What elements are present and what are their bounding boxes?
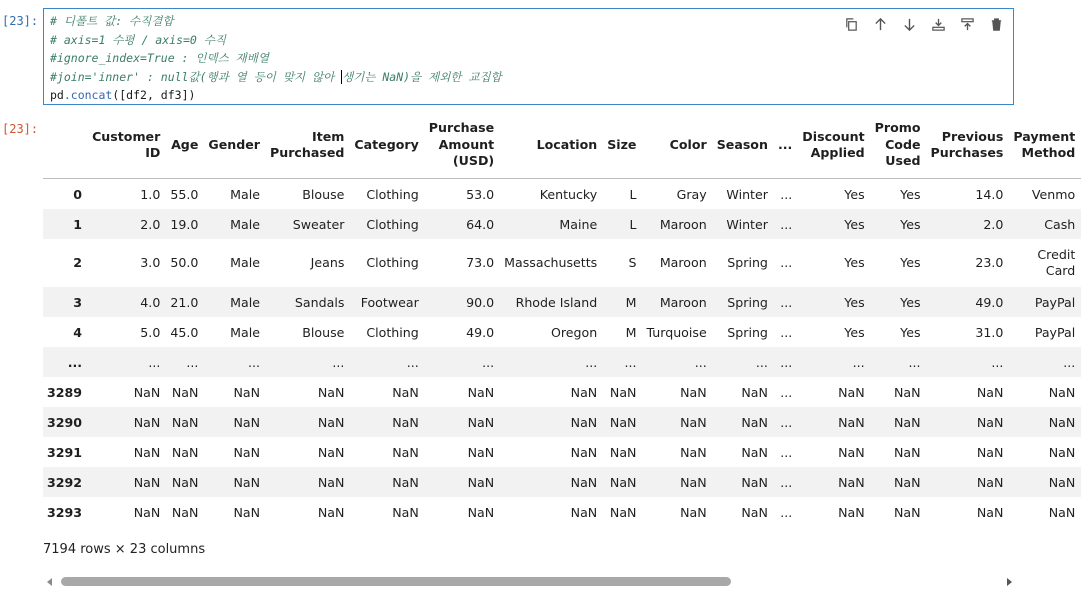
table-cell: Kentucky bbox=[539, 186, 598, 202]
table-row bbox=[43, 179, 1081, 210]
table-cell: NaN bbox=[741, 474, 768, 490]
table-cell: NaN bbox=[609, 504, 637, 520]
input-prompt-label: [23]: bbox=[2, 14, 39, 28]
table-cell: 90.0 bbox=[466, 294, 495, 310]
table-cell: ... bbox=[780, 216, 793, 232]
column-header: Gender bbox=[204, 116, 266, 179]
column-header: Category bbox=[350, 116, 424, 179]
table-cell: Blouse bbox=[302, 186, 345, 202]
table-cell: ... bbox=[406, 354, 419, 370]
table-cell: NaN bbox=[680, 504, 707, 520]
table-cell: 55.0 bbox=[170, 186, 199, 202]
code-line-4a: #join='inner' : null값(행과 열 등이 맞지 않아 bbox=[50, 69, 342, 84]
table-cell: ... bbox=[852, 354, 865, 370]
table-cell: 64.0 bbox=[466, 216, 495, 232]
insert-above-button[interactable] bbox=[929, 15, 947, 33]
table-cell: Oregon bbox=[550, 324, 598, 340]
code-text[interactable] bbox=[50, 12, 502, 105]
table-cell: NaN bbox=[976, 384, 1004, 400]
table-cell: NaN bbox=[609, 414, 637, 430]
table-cell: ... bbox=[332, 354, 345, 370]
table-cell: 5.0 bbox=[140, 324, 161, 340]
table-cell: Male bbox=[230, 186, 260, 202]
table-cell: NaN bbox=[133, 444, 161, 460]
table-cell: NaN bbox=[680, 474, 707, 490]
table-cell: Massachusetts bbox=[504, 255, 598, 270]
table-cell: NaN bbox=[1048, 474, 1076, 490]
table-cell: NaN bbox=[741, 384, 768, 400]
delete-cell-button[interactable] bbox=[987, 15, 1005, 33]
table-cell: Blouse bbox=[302, 324, 345, 340]
column-header: Promo Code Used bbox=[871, 116, 927, 179]
table-cell: Yes bbox=[844, 324, 865, 340]
table-cell: NaN bbox=[570, 414, 598, 430]
table-cell: NaN bbox=[317, 384, 345, 400]
table-cell: NaN bbox=[171, 504, 199, 520]
row-index: 0 bbox=[73, 186, 83, 202]
table-cell: NaN bbox=[570, 384, 598, 400]
dataframe-output bbox=[43, 116, 1076, 531]
table-cell: NaN bbox=[976, 414, 1004, 430]
copy-icon bbox=[844, 17, 859, 32]
row-index: 3290 bbox=[47, 414, 83, 430]
table-cell: NaN bbox=[741, 504, 768, 520]
table-cell: Spring bbox=[727, 324, 768, 340]
table-cell: ... bbox=[908, 354, 921, 370]
table-cell: NaN bbox=[233, 384, 260, 400]
table-cell: Gray bbox=[676, 186, 707, 202]
table-row bbox=[43, 497, 1081, 527]
table-cell: L bbox=[629, 216, 637, 232]
table-cell: NaN bbox=[317, 474, 345, 490]
table-cell: ... bbox=[247, 354, 260, 370]
move-down-button[interactable] bbox=[900, 15, 918, 33]
table-cell: ... bbox=[780, 474, 793, 490]
table-cell: NaN bbox=[741, 444, 768, 460]
table-cell: Jeans bbox=[310, 255, 345, 270]
table-cell: Clothing bbox=[366, 186, 419, 202]
table-cell: ... bbox=[780, 384, 793, 400]
table-cell: PayPal bbox=[1034, 294, 1076, 310]
table-cell: Maroon bbox=[659, 294, 707, 310]
table-cell: Yes bbox=[844, 186, 865, 202]
code-line-5-obj: pd bbox=[50, 88, 64, 103]
table-row bbox=[43, 239, 1081, 287]
table-cell: NaN bbox=[233, 444, 260, 460]
table-cell: ... bbox=[694, 354, 707, 370]
table-cell: NaN bbox=[467, 384, 495, 400]
table-cell: NaN bbox=[467, 414, 495, 430]
table-cell: NaN bbox=[171, 444, 199, 460]
table-cell: NaN bbox=[467, 504, 495, 520]
table-cell: ... bbox=[780, 255, 793, 270]
table-cell: ... bbox=[780, 294, 793, 310]
table-cell: ... bbox=[186, 354, 199, 370]
table-row bbox=[43, 407, 1081, 437]
insert-below-icon bbox=[960, 17, 975, 32]
table-cell: Sandals bbox=[294, 294, 345, 310]
move-down-icon bbox=[902, 17, 917, 32]
table-cell: Male bbox=[230, 294, 260, 310]
table-cell: 49.0 bbox=[466, 324, 495, 340]
column-header: ... bbox=[774, 116, 798, 179]
column-header: Color bbox=[642, 116, 712, 179]
move-up-button[interactable] bbox=[871, 15, 889, 33]
index-header bbox=[43, 116, 88, 179]
scroll-left-arrow-icon[interactable] bbox=[47, 578, 52, 586]
table-cell: Clothing bbox=[366, 324, 419, 340]
column-header: Season bbox=[713, 116, 774, 179]
table-cell: 2.0 bbox=[140, 216, 161, 232]
dataframe-shape-label: 7194 rows × 23 columns bbox=[43, 542, 206, 557]
table-cell: NaN bbox=[680, 444, 707, 460]
row-index: 3291 bbox=[47, 444, 83, 460]
column-header: Size bbox=[603, 116, 642, 179]
table-cell: 3.0 bbox=[140, 255, 161, 270]
table-cell: NaN bbox=[171, 414, 199, 430]
column-header: Customer ID bbox=[88, 116, 166, 179]
table-cell: Maroon bbox=[659, 216, 707, 232]
table-cell: NaN bbox=[233, 414, 260, 430]
table-cell: NaN bbox=[609, 384, 637, 400]
table-cell: ... bbox=[780, 354, 793, 370]
table-cell: NaN bbox=[976, 504, 1004, 520]
table-cell: NaN bbox=[392, 384, 419, 400]
table-cell: NaN bbox=[838, 414, 865, 430]
code-line-3: #ignore_index=True : 인덱스 재배열 bbox=[50, 51, 269, 66]
table-cell: 21.0 bbox=[170, 294, 199, 310]
code-line-2: # axis=1 수평 / axis=0 수직 bbox=[50, 32, 226, 47]
table-cell: ... bbox=[755, 354, 768, 370]
table-cell: NaN bbox=[1048, 414, 1076, 430]
table-row bbox=[43, 347, 1081, 377]
table-cell: NaN bbox=[741, 414, 768, 430]
table-cell: 50.0 bbox=[170, 255, 199, 270]
table-cell: Footwear bbox=[360, 294, 419, 310]
table-cell: NaN bbox=[609, 444, 637, 460]
table-cell: Yes bbox=[900, 186, 921, 202]
dataframe-table bbox=[43, 116, 1081, 527]
table-cell: NaN bbox=[1048, 384, 1076, 400]
table-cell: ... bbox=[991, 354, 1004, 370]
table-cell: 31.0 bbox=[975, 324, 1004, 340]
table-row bbox=[43, 287, 1081, 317]
table-cell: S bbox=[628, 255, 637, 270]
table-cell: M bbox=[625, 324, 637, 340]
table-cell: NaN bbox=[171, 384, 199, 400]
table-cell: 49.0 bbox=[975, 294, 1004, 310]
table-cell: 53.0 bbox=[466, 186, 495, 202]
column-header: Age bbox=[166, 116, 204, 179]
table-cell: NaN bbox=[233, 474, 260, 490]
table-cell: NaN bbox=[838, 444, 865, 460]
move-up-icon bbox=[873, 17, 888, 32]
table-cell: NaN bbox=[976, 474, 1004, 490]
table-cell: 23.0 bbox=[975, 255, 1004, 270]
table-cell: 14.0 bbox=[975, 186, 1004, 202]
table-cell: ... bbox=[780, 504, 793, 520]
table-cell: NaN bbox=[893, 504, 921, 520]
table-cell: PayPal bbox=[1034, 324, 1076, 340]
scrollbar-thumb[interactable] bbox=[61, 577, 731, 586]
table-cell: L bbox=[629, 186, 637, 202]
table-cell: NaN bbox=[1048, 444, 1076, 460]
table-cell: Cash bbox=[1044, 216, 1076, 232]
table-cell: NaN bbox=[467, 474, 495, 490]
table-cell: 19.0 bbox=[170, 216, 199, 232]
column-header: Item Purchased bbox=[266, 116, 350, 179]
code-line-4b: 생기는 NaN)을 제외한 교집합 bbox=[342, 69, 502, 84]
table-cell: NaN bbox=[838, 474, 865, 490]
table-cell: NaN bbox=[838, 504, 865, 520]
row-index: 4 bbox=[73, 324, 83, 340]
table-row bbox=[43, 377, 1081, 407]
cell-toolbar bbox=[842, 15, 1005, 33]
table-cell: Yes bbox=[900, 255, 921, 270]
table-cell: NaN bbox=[680, 384, 707, 400]
horizontal-scrollbar[interactable] bbox=[43, 576, 1016, 588]
table-cell: 73.0 bbox=[466, 255, 495, 270]
table-cell: NaN bbox=[570, 474, 598, 490]
table-cell: NaN bbox=[233, 504, 260, 520]
table-cell: Yes bbox=[844, 255, 865, 270]
table-row bbox=[43, 209, 1081, 239]
table-cell: ... bbox=[780, 324, 793, 340]
table-cell: Male bbox=[230, 255, 260, 270]
table-cell: 45.0 bbox=[170, 324, 199, 340]
table-cell: NaN bbox=[133, 504, 161, 520]
table-row bbox=[43, 317, 1081, 347]
table-cell: NaN bbox=[467, 444, 495, 460]
table-cell: Credit Card bbox=[1037, 247, 1076, 278]
table-cell: ... bbox=[624, 354, 637, 370]
table-cell: Male bbox=[230, 216, 260, 232]
table-cell: NaN bbox=[893, 384, 921, 400]
table-cell: NaN bbox=[392, 504, 419, 520]
scroll-right-arrow-icon[interactable] bbox=[1007, 578, 1012, 586]
table-cell: NaN bbox=[609, 474, 637, 490]
table-cell: Yes bbox=[900, 294, 921, 310]
table-cell: ... bbox=[482, 354, 495, 370]
table-cell: Yes bbox=[844, 216, 865, 232]
table-cell: NaN bbox=[680, 414, 707, 430]
table-cell: Clothing bbox=[366, 216, 419, 232]
insert-below-button[interactable] bbox=[958, 15, 976, 33]
table-cell: NaN bbox=[392, 474, 419, 490]
table-cell: NaN bbox=[838, 384, 865, 400]
table-cell: NaN bbox=[133, 384, 161, 400]
table-cell: Rhode Island bbox=[515, 294, 598, 310]
table-cell: Yes bbox=[900, 324, 921, 340]
code-editor[interactable] bbox=[43, 8, 1014, 105]
table-cell: Maroon bbox=[659, 255, 707, 270]
table-cell: NaN bbox=[893, 414, 921, 430]
table-cell: NaN bbox=[171, 474, 199, 490]
table-cell: NaN bbox=[392, 414, 419, 430]
delete-icon bbox=[989, 17, 1004, 32]
row-index: 3 bbox=[73, 294, 83, 310]
table-cell: Spring bbox=[727, 255, 768, 270]
table-cell: Yes bbox=[900, 216, 921, 232]
table-row bbox=[43, 437, 1081, 467]
insert-above-icon bbox=[931, 17, 946, 32]
table-cell: NaN bbox=[392, 444, 419, 460]
code-line-5-args: ([df2, df3]) bbox=[112, 88, 196, 103]
table-cell: NaN bbox=[893, 474, 921, 490]
table-cell: NaN bbox=[893, 444, 921, 460]
table-cell: ... bbox=[1063, 354, 1076, 370]
row-index: 1 bbox=[73, 216, 83, 232]
table-cell: NaN bbox=[976, 444, 1004, 460]
table-cell: NaN bbox=[317, 414, 345, 430]
table-cell: ... bbox=[780, 444, 793, 460]
table-cell: Yes bbox=[844, 294, 865, 310]
table-cell: M bbox=[625, 294, 637, 310]
column-header: Payment Method bbox=[1009, 116, 1081, 179]
table-cell: Male bbox=[230, 324, 260, 340]
table-row bbox=[43, 467, 1081, 497]
table-cell: 2.0 bbox=[983, 216, 1004, 232]
column-header: Location bbox=[500, 116, 603, 179]
table-cell: NaN bbox=[1048, 504, 1076, 520]
row-index: 3292 bbox=[47, 474, 83, 490]
table-cell: NaN bbox=[570, 444, 598, 460]
copy-cell-button[interactable] bbox=[842, 15, 860, 33]
table-cell: Winter bbox=[726, 186, 768, 202]
table-cell: ... bbox=[585, 354, 598, 370]
row-index: ... bbox=[67, 354, 83, 370]
column-header: Previous Purchases bbox=[927, 116, 1010, 179]
table-cell: Winter bbox=[726, 216, 768, 232]
table-cell: NaN bbox=[317, 444, 345, 460]
table-cell: Spring bbox=[727, 294, 768, 310]
table-cell: NaN bbox=[570, 504, 598, 520]
table-cell: NaN bbox=[133, 414, 161, 430]
table-cell: Turquoise bbox=[646, 324, 707, 340]
row-index: 2 bbox=[73, 255, 83, 270]
table-cell: ... bbox=[148, 354, 161, 370]
table-cell: ... bbox=[780, 414, 793, 430]
table-header bbox=[43, 116, 1081, 179]
table-cell: NaN bbox=[317, 504, 345, 520]
table-cell: Clothing bbox=[366, 255, 419, 270]
row-index: 3289 bbox=[47, 384, 83, 400]
table-cell: Venmo bbox=[1031, 186, 1076, 202]
table-cell: NaN bbox=[133, 474, 161, 490]
output-prompt-label: [23]: bbox=[2, 122, 39, 136]
code-line-1: # 디폴트 값: 수직결합 bbox=[50, 14, 174, 28]
table-cell: 4.0 bbox=[140, 294, 161, 310]
table-cell: ... bbox=[780, 186, 793, 202]
table-cell: Sweater bbox=[292, 216, 345, 232]
table-cell: Maine bbox=[559, 216, 598, 232]
row-index: 3293 bbox=[47, 504, 83, 520]
column-header: Discount Applied bbox=[798, 116, 870, 179]
table-cell: 1.0 bbox=[140, 186, 161, 202]
table-body bbox=[43, 179, 1081, 528]
code-line-5-fn: .concat bbox=[63, 88, 113, 103]
column-header: Purchase Amount (USD) bbox=[425, 116, 500, 179]
